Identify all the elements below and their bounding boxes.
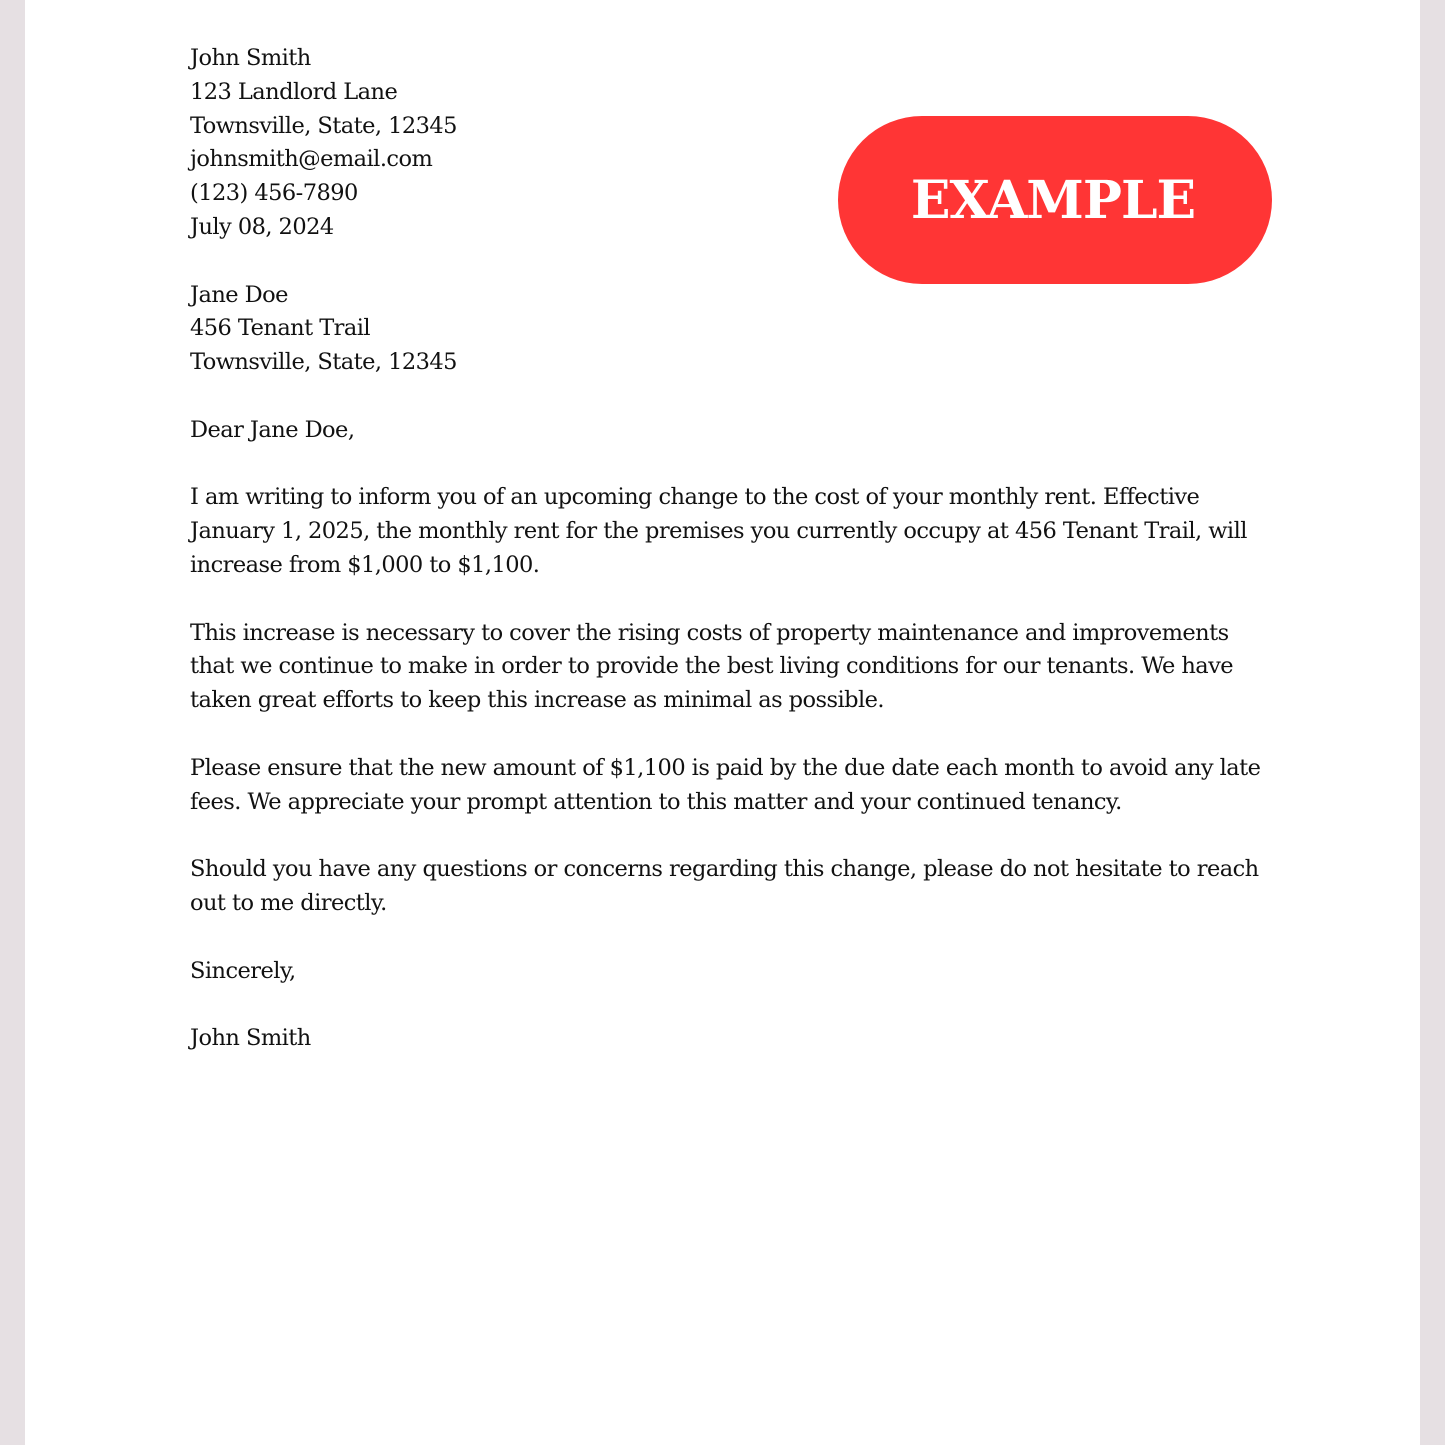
closing-text: Sincerely, [190, 957, 296, 984]
body-paragraph [190, 617, 1270, 718]
paragraph-text: I am writing to inform you of an upcoming change to the cost of your monthly rent. Effective January 1, 2025, the monthly rent for the premises you currently occupy at 456 Tenant Trail, will increase from $1,000 to $1,100. [190, 484, 1247, 578]
closing [190, 955, 1270, 989]
signature-name: John Smith [190, 1025, 311, 1052]
recipient-name: Jane Doe [190, 281, 288, 308]
paragraph-text: This increase is necessary to cover the rising costs of property maintenance and improvements that we continue to make in order to provide the best living conditions for our tenants. We have taken great efforts to keep this increase as minimal as possible. [190, 619, 1234, 714]
sender-city: Townsville, State, 12345 [190, 112, 457, 139]
sender-name: John Smith [190, 45, 311, 71]
paragraph-text: Should you have any questions or concerns regarding this change, please do not hesitate to reach out to me directly. [190, 856, 1259, 916]
signature [190, 1022, 1270, 1056]
body-paragraph [190, 853, 1270, 921]
paragraph-text: Please ensure that the new amount of $1,100 is paid by the due date each month to avoid any late fees. We appreciate your prompt attention to this matter and your continued tenancy. [190, 754, 1261, 815]
sender-email: johnsmith@email.com [190, 146, 433, 173]
salutation-text: Dear Jane Doe, [190, 416, 355, 443]
recipient-address [190, 279, 1270, 380]
letter-date: July 08, 2024 [190, 213, 334, 240]
salutation [190, 414, 1270, 448]
example-stamp [838, 116, 1272, 284]
sender-phone: (123) 456-7890 [190, 180, 358, 207]
sender-street: 123 Landlord Lane [190, 78, 398, 105]
body-paragraph [190, 752, 1270, 820]
recipient-city: Townsville, State, 12345 [190, 349, 457, 376]
recipient-street: 456 Tenant Trail [190, 315, 371, 342]
document-page [25, 0, 1420, 1445]
body-paragraph [190, 481, 1270, 582]
example-stamp-label: EXAMPLE [910, 169, 1196, 231]
